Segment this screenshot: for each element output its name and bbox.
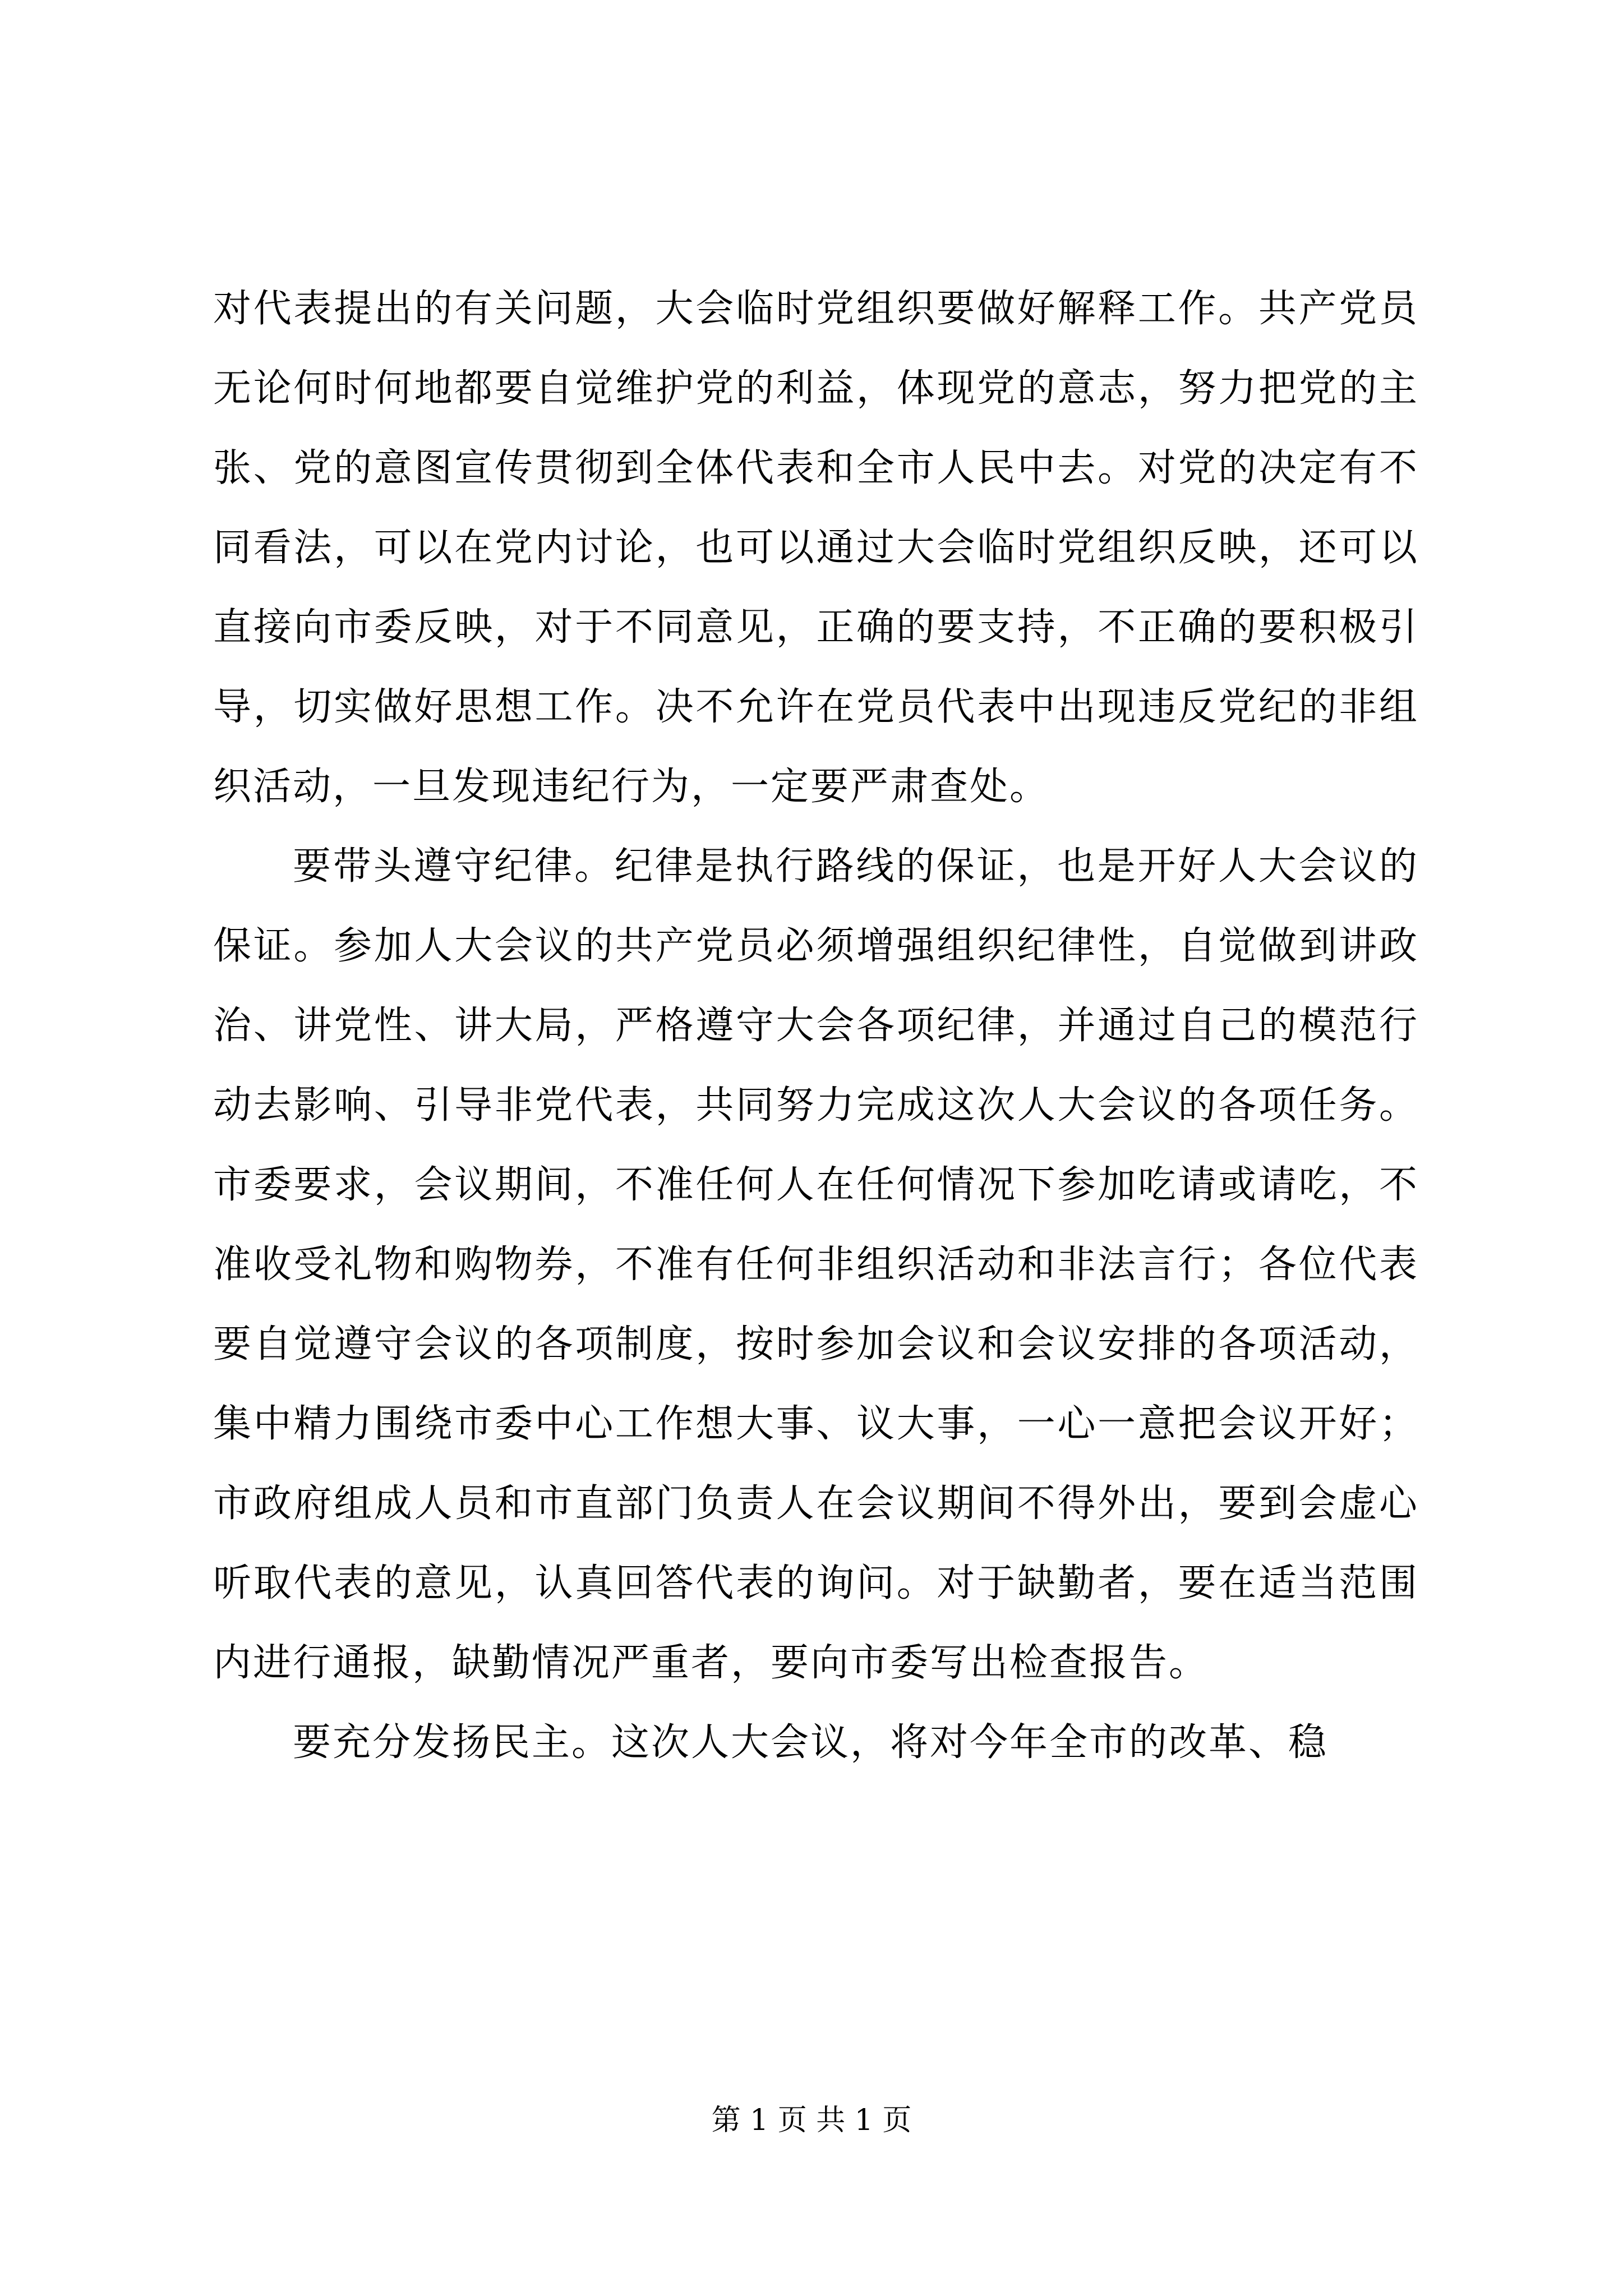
body-text [213, 269, 1419, 1783]
paragraph-2: 要带头遵守纪律。纪律是执行路线的保证，也是开好人大会议的保证。参加人大会议的共产党员必须增强组织纪律性，自觉做到讲政治、讲党性、讲大局，严格遵守大会各项纪律，并通过自己的模范行动去影响、引导非党代表，共同努力完成这次人大会议的各项任务。市委要求，会议期间，不准任何人在任何情况下参加吃请或请吃，不准收受礼物和购物券，不准有任何非组织活动和非法言行；各位代表要自觉遵守会议的各项制度，按时参加会议和会议安排的各项活动，集中精力围绕市委中心工作想大事、议大事，一心一意把会议开好；市政府组成人员和市直部门负责人在会议期间不得外出，要到会虚心听取代表的意见，认真回答代表的询问。对于缺勤者，要在适当范围内进行通报，缺勤情况严重者，要向市委写出检查报告。 [213, 844, 1419, 1685]
page-footer: 第 1 页 共 1 页 [711, 2104, 912, 2137]
paragraph-1: 对代表提出的有关问题，大会临时党组织要做好解释工作。共产党员无论何时何地都要自觉维护党的利益，体现党的意志，努力把党的主张、党的意图宣传贯彻到全体代表和全市人民中去。对党的决定有不同看法，可以在党内讨论，也可以通过大会临时党组织反映，还可以直接向市委反映，对于不同意见，正确的要支持，不正确的要积极引导，切实做好思想工作。决不允许在党员代表中出现违反党纪的非组织活动，一旦发现违纪行为，一定要严肃查处。 [213, 287, 1419, 809]
paragraph-3: 要充分发扬民主。这次人大会议，将对今年全市的改革、稳 [293, 1720, 1329, 1765]
